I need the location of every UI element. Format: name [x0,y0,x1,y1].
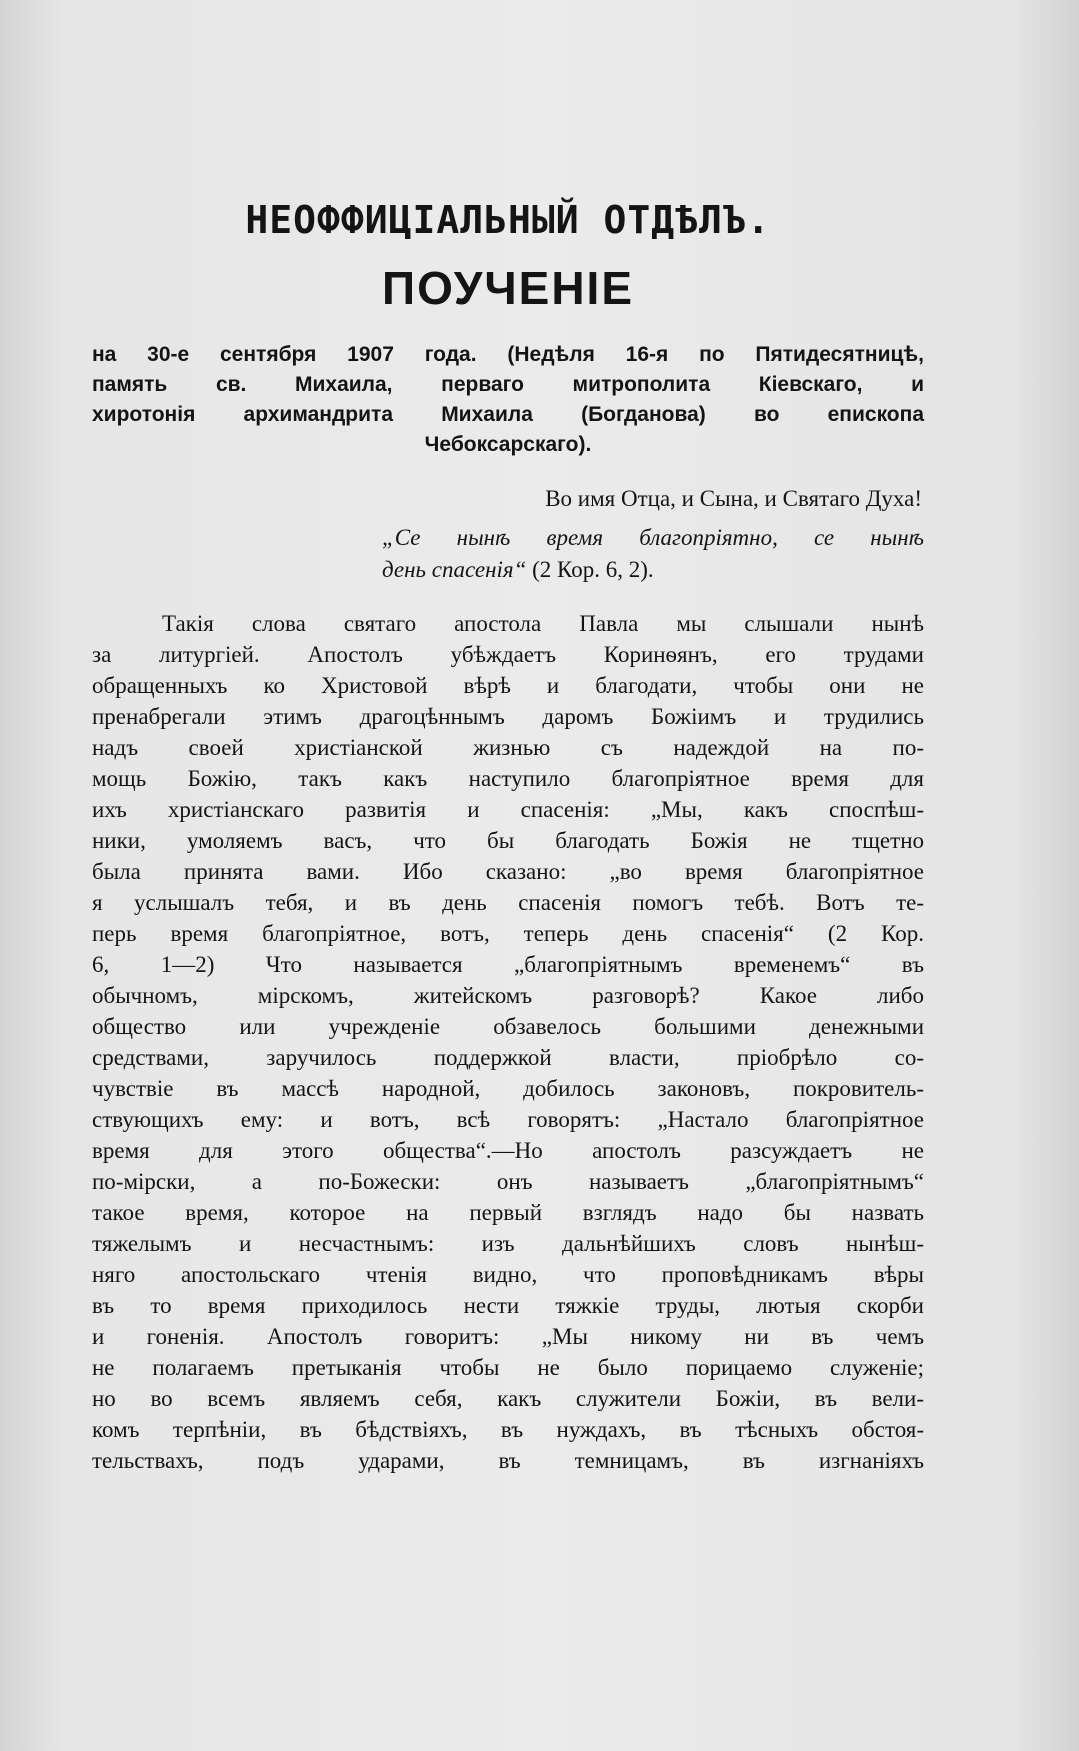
sermon-title: ПОУЧЕНІЕ [382,262,634,314]
subtitle-line: Чебоксарскаго). [424,433,592,456]
body-line: средствами, заручилось поддержкой власти, пріобрѣло со- [92,1045,924,1070]
epigraph-quote-line: день спасенія“ [382,557,527,582]
epigraph-reference: (2 Кор. 6, 2). [526,557,654,582]
sermon-subtitle [92,340,924,460]
epigraph-quote-line: „Се нынѣ время благопріятно, се нынѣ [382,525,924,550]
body-line: и гоненія. Апостолъ говоритъ: „Мы никому ни въ чемъ [92,1324,924,1349]
body-line: чувствіе въ массѣ народной, добилось законовъ, покровитель- [92,1076,924,1101]
body-line: за литургіей. Апостолъ убѣждаетъ Коринѳянъ, его трудами [92,642,924,667]
page-content [92,196,924,1476]
epigraph-line [382,554,924,586]
body-line: тяжелымъ и несчастнымъ: изъ дальнѣйшихъ словъ нынѣш- [92,1231,924,1256]
body-line: ники, умоляемъ васъ, что бы благодать Божія не тщетно [92,828,924,853]
body-line: не полагаемъ претыканія чтобы не было порицаемо служеніе; [92,1355,924,1380]
body-line: въ то время приходилось нести тяжкіе труды, лютыя скорби [92,1293,924,1318]
invocation: Во имя Отца, и Сына, и Святаго Духа! [545,486,922,511]
body-line: по-мірски, а по-Божески: онъ называетъ „благопріятнымъ“ [92,1169,924,1194]
epigraph [382,522,924,586]
subtitle-line: хиротонія архимандрита Михаила (Богданова) во епископа [92,403,924,426]
body-line: я услышалъ тебя, и въ день спасенія помогъ тебѣ. Вотъ те- [92,890,924,915]
body-line: ихъ христіанскаго развитія и спасенія: „Мы, какъ споспѣш- [92,797,924,822]
body-line: пренабрегали этимъ драгоцѣннымъ даромъ Божіимъ и трудились [92,704,924,729]
body-line: Такія слова святаго апостола Павла мы слышали нынѣ [162,611,924,636]
subtitle-line: на 30-е сентября 1907 года. (Недѣля 16-я по Пятидесятницѣ, [92,343,924,366]
body-line: но во всемъ являемъ себя, какъ служители Божіи, въ вели- [92,1386,924,1411]
body-line: была принята вами. Ибо сказано: „во время благопріятное [92,859,924,884]
body-line: 6, 1—2) Что называется „благопріятнымъ временемъ“ въ [92,952,924,977]
body-line: надъ своей христіанской жизнью съ надеждой на по- [92,735,924,760]
body-line: время для этого общества“.—Но апостолъ разсуждаетъ не [92,1138,924,1163]
body-line: ствующихъ ему: и вотъ, всѣ говорятъ: „Настало благопріятное [92,1107,924,1132]
body-text [92,608,924,1476]
body-line: такое время, которое на первый взглядъ надо бы назвать [92,1200,924,1225]
body-line: тельствахъ, подъ ударами, въ темницамъ, въ изгнаніяхъ [92,1448,924,1473]
body-line: общество или учрежденіе обзавелось большими денежными [92,1014,924,1039]
body-line: обычномъ, мірскомъ, житейскомъ разговорѣ? Какое либо [92,983,924,1008]
body-line: няго апостольскаго чтенія видно, что проповѣдникамъ вѣры [92,1262,924,1287]
body-line: мощь Божію, такъ какъ наступило благопріятное время для [92,766,924,791]
body-line: обращенныхъ ко Христовой вѣрѣ и благодати, чтобы они не [92,673,924,698]
body-line: комъ терпѣніи, въ бѣдствіяхъ, въ нуждахъ, въ тѣсныхъ обстоя- [92,1417,924,1442]
section-heading: НЕОФФИЦІАЛЬНЫЙ ОТДѢЛЪ. [245,198,771,242]
subtitle-line: память св. Михаила, перваго митрополита Кіевскаго, и [92,373,924,396]
body-line: перь время благопріятное, вотъ, теперь день спасенія“ (2 Кор. [92,921,924,946]
